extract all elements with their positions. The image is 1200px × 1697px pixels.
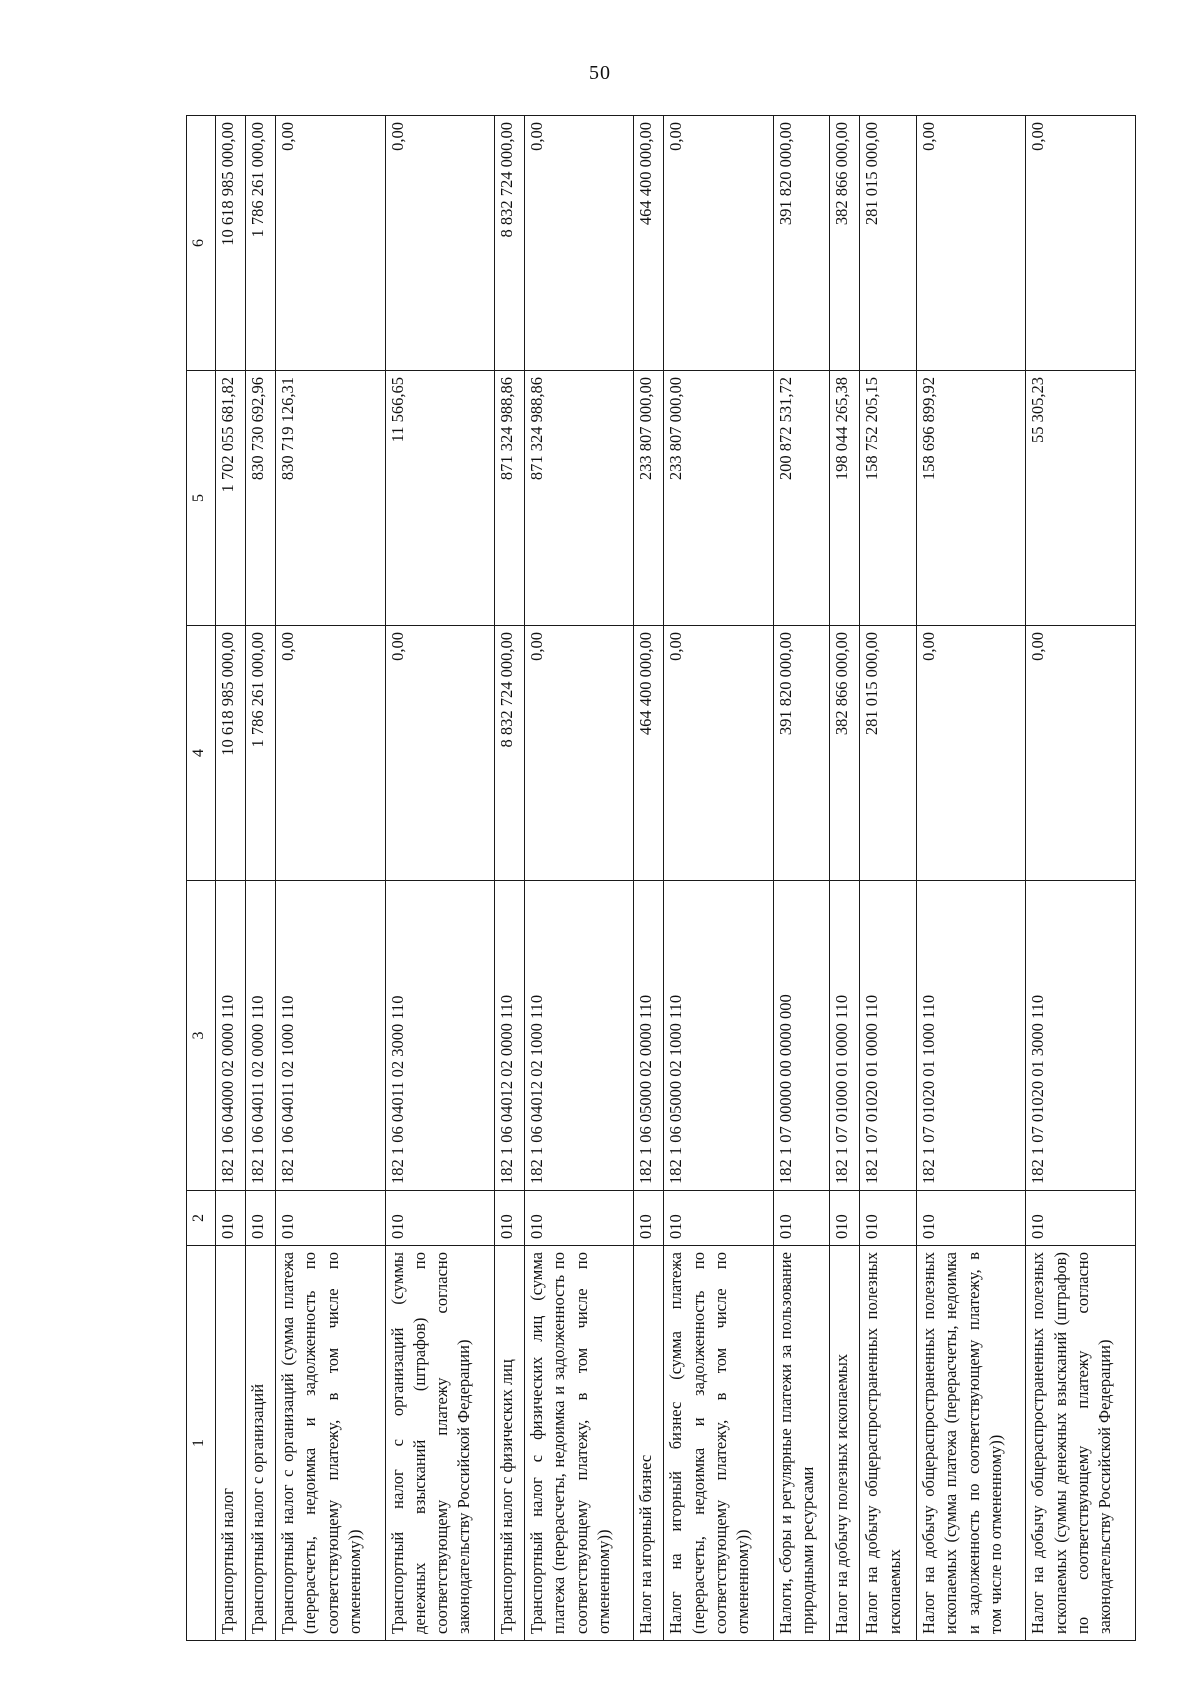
row-line-code: 010 (1026, 1191, 1136, 1246)
row-name: Транспортный налог (216, 1246, 246, 1641)
row-name: Налог на добычу общераспространенных полезных ископаемых (сумма платежа (перерасчеты, недоимка и задолженность по соответствующему платежу, в том числе по отмененному)) (916, 1246, 1025, 1641)
row-budget-code: 182 1 06 05000 02 1000 110 (664, 881, 773, 1191)
row-line-code: 010 (634, 1191, 664, 1246)
table-row (385, 116, 494, 1641)
row-name: Транспортный налог с физических лиц (сумма платежа (перерасчеты, недоимка и задолженность по соответствующему платежу, в том числе по отмененному)) (525, 1246, 634, 1641)
row-budget-code: 182 1 06 04011 02 1000 110 (276, 881, 385, 1191)
column-header-3: 3 (187, 881, 216, 1191)
row-col5-value: 158 696 899,92 (916, 371, 1025, 626)
row-col6-value: 8 832 724 000,00 (494, 116, 524, 371)
rotated-table-container (186, 116, 1136, 1641)
row-name: Транспортный налог с физических лиц (494, 1246, 524, 1641)
row-budget-code: 182 1 07 01020 01 3000 110 (1026, 881, 1136, 1191)
table-row (830, 116, 860, 1641)
row-line-code: 010 (525, 1191, 634, 1246)
column-header-2: 2 (187, 1191, 216, 1246)
row-col4-value: 1 786 261 000,00 (246, 626, 276, 881)
row-col4-value: 8 832 724 000,00 (494, 626, 524, 881)
table-header-row (187, 116, 216, 1641)
row-name: Налог на добычу полезных ископаемых (830, 1246, 860, 1641)
row-col4-value: 0,00 (276, 626, 385, 881)
row-line-code: 010 (916, 1191, 1025, 1246)
row-col4-value: 281 015 000,00 (860, 626, 917, 881)
row-name: Налог на игорный бизнес (634, 1246, 664, 1641)
row-col6-value: 391 820 000,00 (773, 116, 830, 371)
row-col5-value: 198 044 265,38 (830, 371, 860, 626)
row-col5-value: 233 807 000,00 (664, 371, 773, 626)
row-name: Налог на добычу общераспространенных полезных ископаемых (860, 1246, 917, 1641)
table-row (216, 116, 246, 1641)
row-budget-code: 182 1 06 05000 02 0000 110 (634, 881, 664, 1191)
row-col4-value: 391 820 000,00 (773, 626, 830, 881)
row-name: Транспортный налог с организаций (сумма платежа (перерасчеты, недоимка и задолженность по соответствующему платежу, в том числе по отмененному)) (276, 1246, 385, 1641)
row-col6-value: 0,00 (385, 116, 494, 371)
row-col5-value: 200 872 531,72 (773, 371, 830, 626)
row-col4-value: 0,00 (385, 626, 494, 881)
table-row (860, 116, 917, 1641)
revenue-table (186, 115, 1136, 1641)
row-line-code: 010 (385, 1191, 494, 1246)
row-budget-code: 182 1 06 04000 02 0000 110 (216, 881, 246, 1191)
table-row (276, 116, 385, 1641)
row-col6-value: 0,00 (1026, 116, 1136, 371)
table-row (494, 116, 524, 1641)
column-header-5: 5 (187, 371, 216, 626)
row-name: Налоги, сборы и регулярные платежи за пользование природными ресурсами (773, 1246, 830, 1641)
row-col6-value: 281 015 000,00 (860, 116, 917, 371)
row-line-code: 010 (830, 1191, 860, 1246)
row-col5-value: 830 719 126,31 (276, 371, 385, 626)
row-col4-value: 0,00 (664, 626, 773, 881)
row-line-code: 010 (494, 1191, 524, 1246)
row-budget-code: 182 1 07 01000 01 0000 110 (830, 881, 860, 1191)
row-col4-value: 0,00 (916, 626, 1025, 881)
row-col5-value: 233 807 000,00 (634, 371, 664, 626)
table-row (773, 116, 830, 1641)
row-col5-value: 1 702 055 681,82 (216, 371, 246, 626)
row-budget-code: 182 1 06 04012 02 1000 110 (525, 881, 634, 1191)
table-row (246, 116, 276, 1641)
column-header-6: 6 (187, 116, 216, 371)
column-header-1: 1 (187, 1246, 216, 1641)
row-col4-value: 0,00 (1026, 626, 1136, 881)
table-row (664, 116, 773, 1641)
column-header-4: 4 (187, 626, 216, 881)
row-col4-value: 10 618 985 000,00 (216, 626, 246, 881)
table-row (916, 116, 1025, 1641)
row-name: Налог на добычу общераспространенных полезных ископаемых (суммы денежных взысканий (штрафов) по соответствующему платежу согласно законодательству Российской Федерации) (1026, 1246, 1136, 1641)
row-line-code: 010 (664, 1191, 773, 1246)
table-row (1026, 116, 1136, 1641)
table-row (525, 116, 634, 1641)
row-col6-value: 382 866 000,00 (830, 116, 860, 371)
row-budget-code: 182 1 07 01020 01 1000 110 (916, 881, 1025, 1191)
row-budget-code: 182 1 06 04011 02 3000 110 (385, 881, 494, 1191)
row-col5-value: 830 730 692,96 (246, 371, 276, 626)
row-col4-value: 382 866 000,00 (830, 626, 860, 881)
table-row (634, 116, 664, 1641)
row-col4-value: 464 400 000,00 (634, 626, 664, 881)
row-name: Транспортный налог с организаций (суммы денежных взысканий (штрафов) по соответствующему платежу согласно законодательству Российской Федерации) (385, 1246, 494, 1641)
row-col6-value: 0,00 (916, 116, 1025, 371)
row-line-code: 010 (773, 1191, 830, 1246)
row-col4-value: 0,00 (525, 626, 634, 881)
row-col5-value: 55 305,23 (1026, 371, 1136, 626)
row-line-code: 010 (216, 1191, 246, 1246)
row-budget-code: 182 1 07 01020 01 0000 110 (860, 881, 917, 1191)
row-col6-value: 0,00 (276, 116, 385, 371)
row-budget-code: 182 1 06 04012 02 0000 110 (494, 881, 524, 1191)
row-line-code: 010 (276, 1191, 385, 1246)
row-col5-value: 158 752 205,15 (860, 371, 917, 626)
row-budget-code: 182 1 06 04011 02 0000 110 (246, 881, 276, 1191)
row-budget-code: 182 1 07 00000 00 0000 000 (773, 881, 830, 1191)
row-name: Налог на игорный бизнес (сумма платежа (перерасчеты, недоимка и задолженность по соответствующему платежу, в том числе по отмененному)) (664, 1246, 773, 1641)
row-col5-value: 871 324 988,86 (525, 371, 634, 626)
row-col6-value: 464 400 000,00 (634, 116, 664, 371)
row-line-code: 010 (246, 1191, 276, 1246)
row-col5-value: 871 324 988,86 (494, 371, 524, 626)
page-number: 50 (589, 62, 611, 84)
row-col5-value: 11 566,65 (385, 371, 494, 626)
row-col6-value: 1 786 261 000,00 (246, 116, 276, 371)
row-col6-value: 0,00 (664, 116, 773, 371)
row-name: Транспортный налог с организаций (246, 1246, 276, 1641)
row-col6-value: 10 618 985 000,00 (216, 116, 246, 371)
row-col6-value: 0,00 (525, 116, 634, 371)
row-line-code: 010 (860, 1191, 917, 1246)
